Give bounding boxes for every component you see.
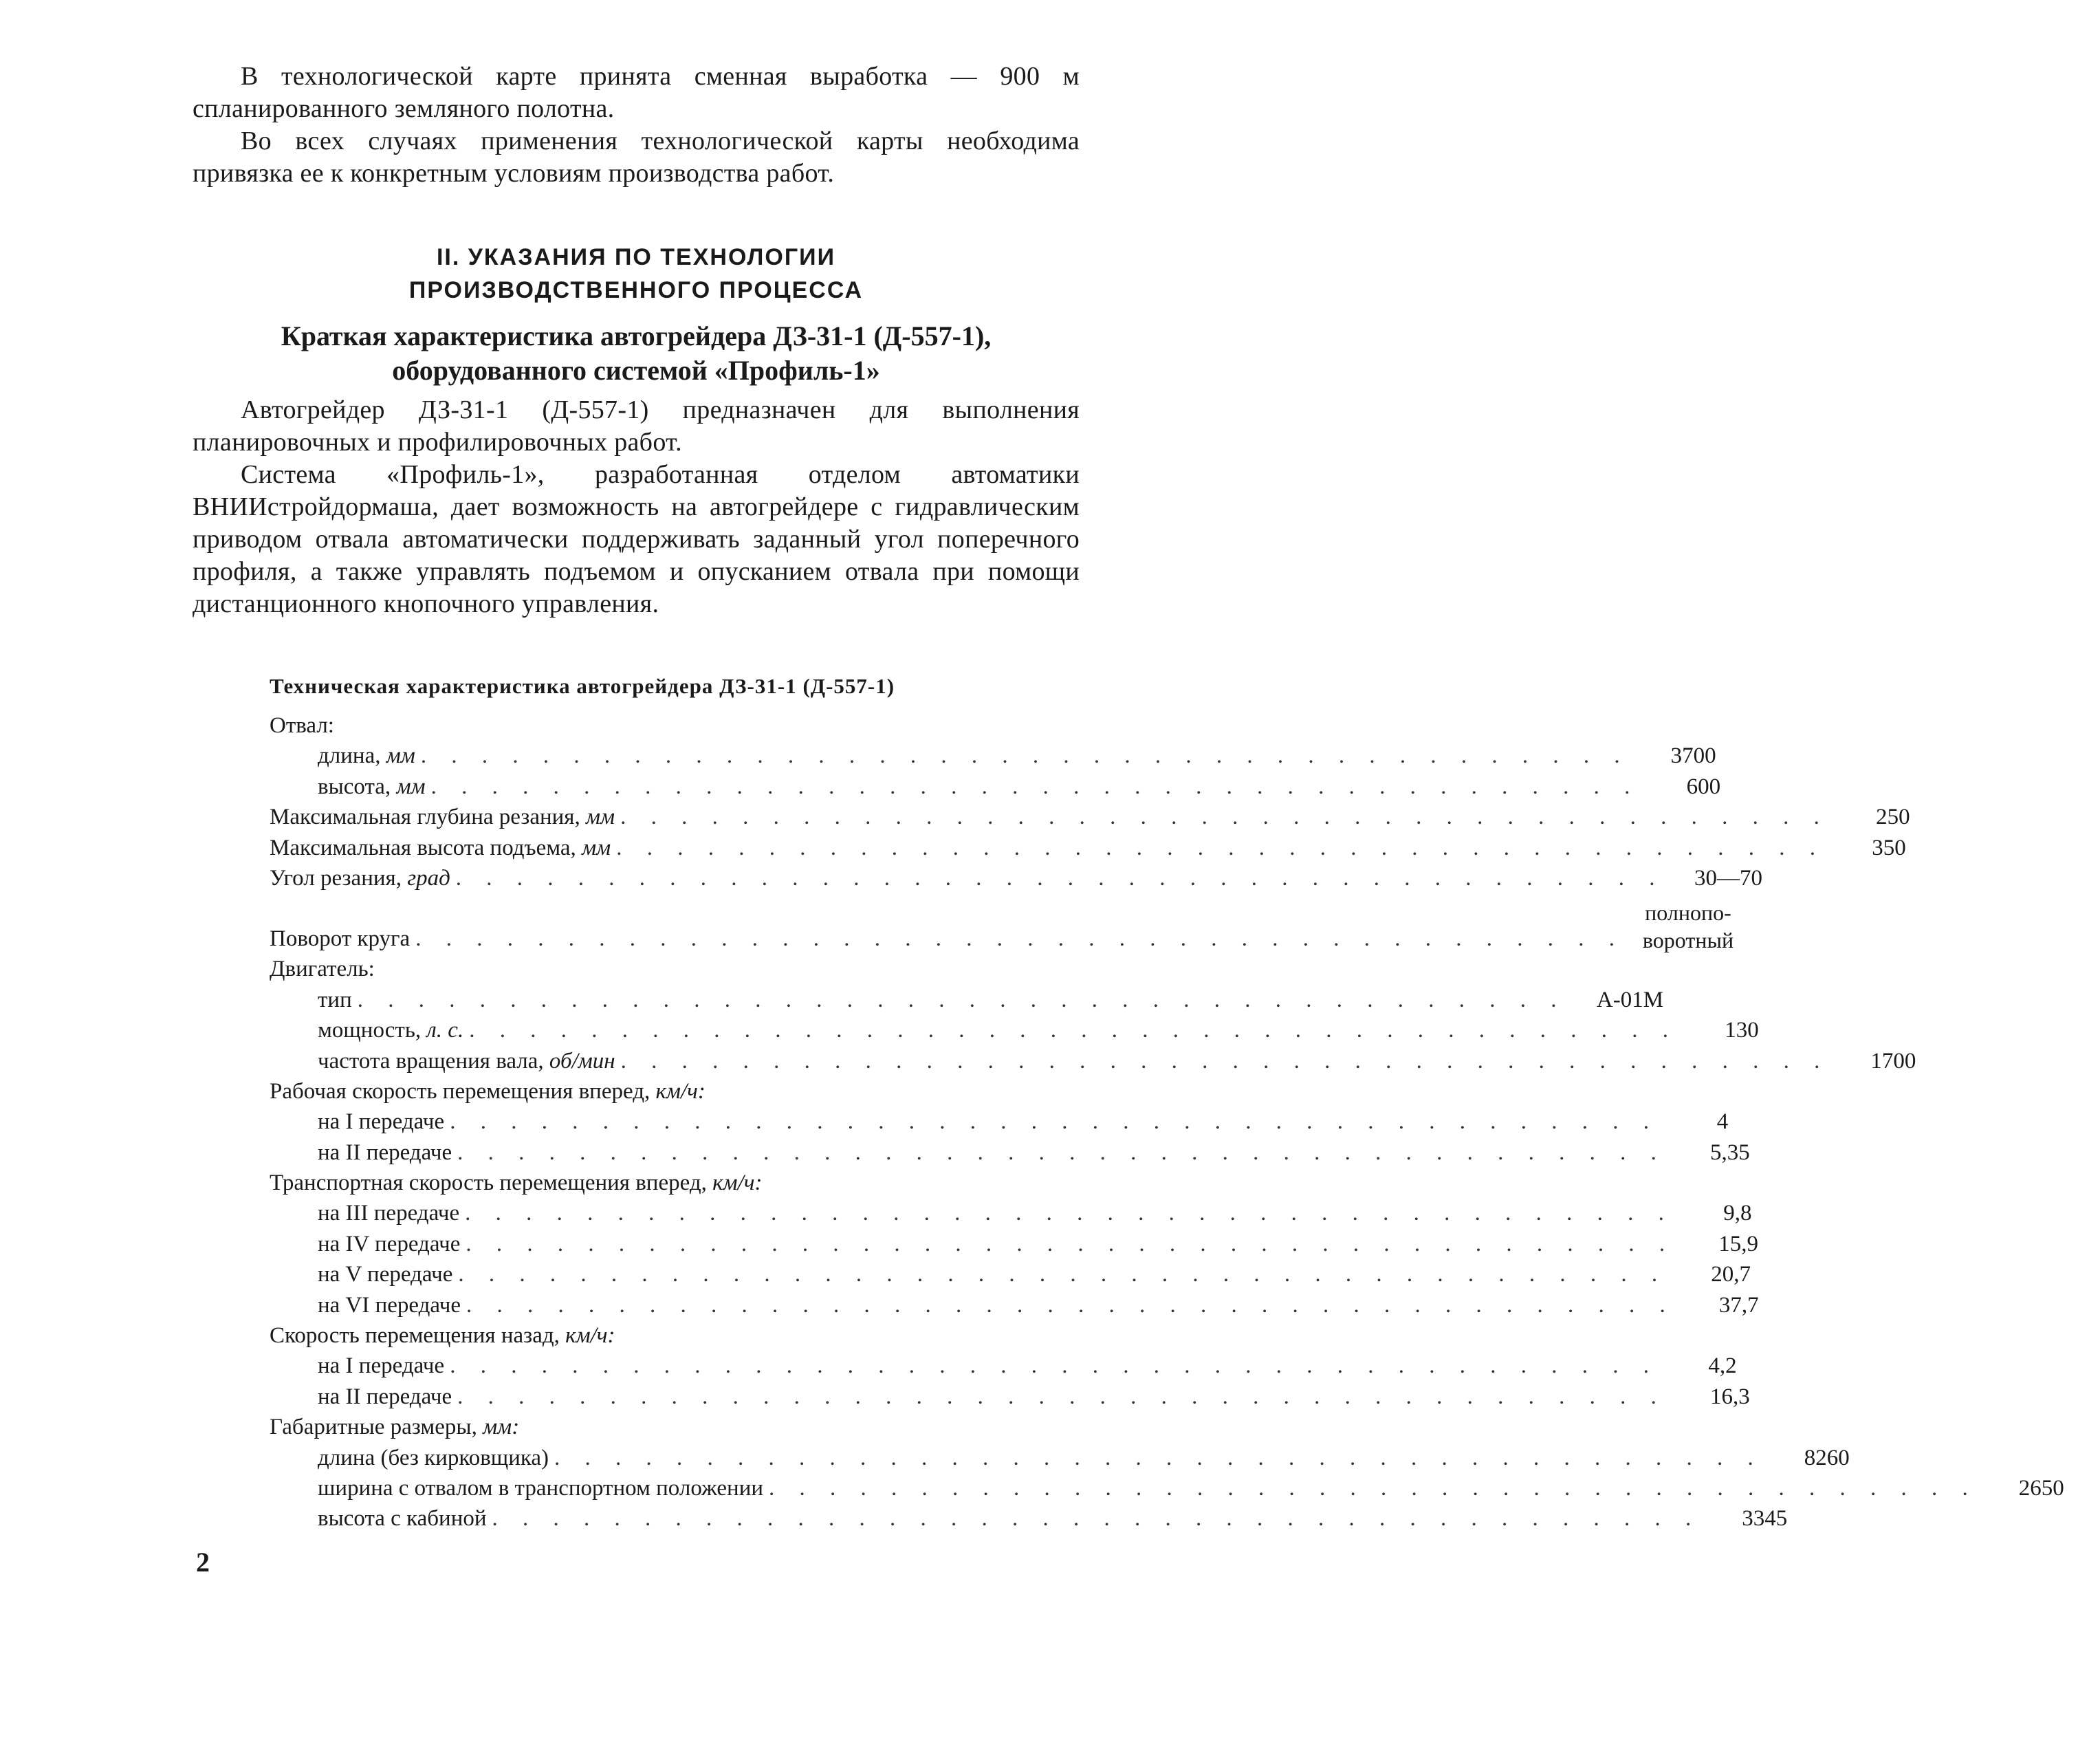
intro-paragraph-1: В технологической карте принята сменная выработка — 900 м спланированного земляного полотна. (193, 62, 1080, 123)
spec-row-label (318, 1107, 444, 1137)
spec-unit: об/мин (549, 1048, 615, 1074)
section-heading (193, 241, 1080, 307)
spec-row-label (270, 1412, 519, 1442)
spec-row (270, 1107, 1729, 1137)
spec-row (270, 1015, 1759, 1045)
spec-unit: мм (386, 743, 415, 769)
spec-row-label (318, 1015, 463, 1045)
spec-label-text: Максимальная высота подъема, (270, 835, 582, 860)
spec-label-text: на I передаче (318, 1353, 445, 1379)
spec-row-label (270, 833, 611, 863)
dot-leader: . . . . . . . . . . . . . . . . . . . . . . . . . . . . . . . . . . . . . . . . (769, 1475, 1978, 1501)
dot-leader: . . . . . . . . . . . . . . . . . . . . . . . . . . . . . . . . . . . . . . . . (455, 865, 1665, 891)
spec-label-text: высота, (318, 774, 397, 799)
spec-value: 250 (1876, 805, 1910, 830)
spec-label-text: на V передаче (318, 1262, 453, 1287)
section-heading-line-2: ПРОИЗВОДСТВЕННОГО ПРОЦЕССА (408, 277, 864, 303)
spec-row-label (318, 1046, 615, 1076)
spec-unit: мм: (483, 1415, 520, 1440)
spec-row-label (270, 924, 410, 954)
spec-row-label (318, 1259, 452, 1289)
dot-leader: . . . . . . . . . . . . . . . . . . . . . . . . . . . . . . . . . . . . . . . . (415, 926, 1624, 952)
subheading-line-1: Краткая характеристика автогрейдера ДЗ-31-1 (Д-557-1), (281, 320, 992, 351)
dot-leader: . . . . . . . . . . . . . . . . . . . . . . . . . . . . . . . . . . . . . . . . (457, 1384, 1666, 1409)
spec-unit: л. с. (426, 1018, 464, 1043)
spec-value: 5,35 (1710, 1140, 1750, 1165)
spec-value: 20,7 (1711, 1262, 1751, 1287)
spec-row-label (270, 1168, 763, 1198)
dot-leader: . . . . . . . . . . . . . . . . . . . . . . . . . . . . . . . . . . . . . . . . (458, 1262, 1667, 1287)
spec-row-label (270, 802, 615, 832)
spec-row (270, 1351, 1737, 1381)
spec-row (270, 1046, 1916, 1076)
spec-row-label (318, 1473, 763, 1503)
dot-leader: . . . . . . . . . . . . . . . . . . . . . . . . . . . . . . . . . . . . . . . . (466, 1231, 1675, 1256)
spec-value: А-01М (1596, 987, 1664, 1012)
spec-label-text: на I передаче (318, 1109, 445, 1135)
spec-row-label (318, 741, 415, 771)
spec-row (270, 1137, 1750, 1168)
subheading (193, 319, 1080, 388)
spec-value: 130 (1725, 1018, 1759, 1043)
spec-label-text: Габаритные размеры, (270, 1415, 483, 1440)
spec-label-text: длина, (318, 743, 386, 769)
dot-leader: . . . . . . . . . . . . . . . . . . . . . . . . . . . . . . . . . . . . . . . . (466, 1292, 1675, 1318)
spec-label-text: мощность, (318, 1018, 427, 1043)
dot-leader: . . . . . . . . . . . . . . . . . . . . . . . . . . . . . . . . . . . . . . . . (420, 743, 1630, 769)
dot-leader: . . . . . . . . . . . . . . . . . . . . . . . . . . . . . . . . . . . . . . . . (450, 1109, 1659, 1135)
spec-label-text: на VI передаче (318, 1292, 461, 1318)
spec-unit: мм (396, 774, 426, 799)
spec-row (270, 1229, 1759, 1259)
spec-row-label (318, 1198, 459, 1228)
spec-label-text: Двигатель: (270, 957, 375, 982)
spec-label-text: ширина с отвалом в транспортном положении (318, 1475, 764, 1501)
spec-row-label (270, 1076, 706, 1107)
dot-leader: . . . . . . . . . . . . . . . . . . . . . . . . . . . . . . . . . . . . . . . . (620, 1048, 1830, 1074)
spec-unit: мм (582, 835, 611, 860)
spec-row (270, 741, 1716, 771)
spec-row (270, 1198, 1752, 1228)
spec-label-text: Отвал: (270, 713, 334, 738)
subheading-line-2: оборудованного системой «Профиль-1» (392, 355, 880, 386)
dot-leader: . . . . . . . . . . . . . . . . . . . . . . . . . . . . . . . . . . . . . . . . (554, 1445, 1763, 1470)
spec-row (270, 802, 1910, 832)
body-paragraph-2: Система «Профиль-1», разработанная отделом автоматики ВНИИстройдормаша, дает возможность на автогрейдере с гидравлическим приводом отвала автоматически поддерживать заданный угол поперечного профиля, а также управлять подъемом и опусканием отвала при помощи дистанционного кнопочного управления. (193, 460, 1080, 618)
dot-leader: . . . . . . . . . . . . . . . . . . . . . . . . . . . . . . . . . . . . . . . . (357, 987, 1566, 1012)
spec-label-text: на IV передаче (318, 1231, 461, 1256)
spec-row-label (318, 1137, 452, 1168)
spec-row (270, 1076, 998, 1107)
spec-value: 16,3 (1710, 1384, 1750, 1409)
spec-row-label (318, 772, 426, 802)
spec-row (270, 954, 998, 984)
spec-value: 30—70 (1694, 865, 1763, 891)
spec-value: 9,8 (1723, 1201, 1752, 1226)
spec-label-text: Рабочая скорость перемещения вперед, (270, 1078, 656, 1104)
dot-leader: . . . . . . . . . . . . . . . . . . . . . . . . . . . . . . . . . . . . . . . . (469, 1018, 1678, 1043)
spec-row-label (318, 1382, 452, 1412)
spec-value-line-2: воротный (1642, 928, 1734, 953)
spec-value-line-1: полнопо- (1645, 900, 1731, 926)
spec-row-label (318, 1351, 444, 1381)
spec-label-text: тип (318, 987, 352, 1012)
dot-leader: . . . . . . . . . . . . . . . . . . . . . . . . . . . . . . . . . . . . . . . . (620, 805, 1829, 830)
spec-row (270, 1503, 1788, 1534)
dot-leader: . . . . . . . . . . . . . . . . . . . . . . . . . . . . . . . . . . . . . . . . (450, 1353, 1659, 1379)
spec-label-text: Угол резания, (270, 865, 408, 891)
spec-row-label (318, 1290, 461, 1320)
spec-value: 4,2 (1708, 1353, 1737, 1379)
spec-value: 15,9 (1718, 1231, 1759, 1256)
spec-row-label (270, 710, 334, 741)
spec-label-text: Максимальная глубина резания, (270, 805, 586, 830)
body-paragraph-1: Автогрейдер ДЗ-31-1 (Д-557-1) предназначен для выполнения планировочных и профилировочных работ. (193, 395, 1080, 457)
spec-value: 8260 (1804, 1445, 1850, 1470)
spec-value: 37,7 (1718, 1292, 1759, 1318)
spec-label-text: Транспортная скорость перемещения вперед, (270, 1170, 713, 1196)
spec-label-text: высота с кабиной (318, 1506, 487, 1532)
section-heading-line-1: II. УКАЗАНИЯ ПО ТЕХНОЛОГИИ (436, 244, 836, 270)
spec-row-label (270, 1320, 615, 1351)
spec-row (270, 833, 1906, 863)
spec-value: 1700 (1870, 1048, 1916, 1074)
dot-leader: . . . . . . . . . . . . . . . . . . . . . . . . . . . . . . . . . . . . . . . . (492, 1506, 1701, 1532)
spec-row-label (318, 1229, 460, 1259)
dot-leader: . . . . . . . . . . . . . . . . . . . . . . . . . . . . . . . . . . . . . . . . (457, 1140, 1666, 1165)
spec-value: 350 (1872, 835, 1906, 860)
spec-table-title: Техническая характеристика автогрейдера ДЗ-31-1 (Д-557-1) (270, 674, 895, 698)
spec-row (270, 1443, 1850, 1473)
spec-unit: км/ч: (565, 1323, 615, 1349)
spec-row-label (318, 1503, 487, 1534)
spec-row-label (270, 863, 450, 893)
spec-value (1630, 899, 1747, 954)
spec-value: 2650 (2018, 1475, 2064, 1501)
spec-label-text: на II передаче (318, 1140, 452, 1165)
spec-row (270, 772, 1721, 802)
spec-row-label (318, 985, 352, 1015)
spec-value: 600 (1686, 774, 1721, 799)
spec-label-text: частота вращения вала, (318, 1048, 549, 1074)
spec-unit: мм (586, 805, 615, 830)
spec-row (270, 893, 1734, 954)
spec-row (270, 985, 1664, 1015)
spec-table (270, 710, 2064, 1534)
spec-label-text: на III передаче (318, 1201, 460, 1226)
spec-row (270, 1473, 2064, 1503)
spec-label-text: длина (без кирковщика) (318, 1445, 549, 1470)
spec-row (270, 1382, 1750, 1412)
spec-row (270, 1412, 998, 1442)
spec-row-label (270, 954, 375, 984)
spec-value: 3700 (1670, 743, 1716, 769)
spec-unit: км/ч: (655, 1078, 706, 1104)
spec-row (270, 1168, 998, 1198)
page-number: 2 (196, 1547, 210, 1578)
dot-leader: . . . . . . . . . . . . . . . . . . . . . . . . . . . . . . . . . . . . . . . . (616, 835, 1825, 860)
spec-label-text: на II передаче (318, 1384, 452, 1409)
spec-row (270, 1290, 1759, 1320)
spec-value: 4 (1716, 1109, 1729, 1135)
spec-row (270, 863, 1763, 893)
spec-value: 3345 (1742, 1506, 1788, 1532)
spec-label-text: Поворот круга (270, 926, 411, 952)
spec-unit: град (407, 865, 450, 891)
intro-paragraph-2: Во всех случаях применения технологической карты необходима привязка ее к конкретным условиям производства работ. (193, 127, 1080, 188)
dot-leader: . . . . . . . . . . . . . . . . . . . . . . . . . . . . . . . . . . . . . . . . (465, 1201, 1674, 1226)
spec-row-label (318, 1443, 549, 1473)
dot-leader: . . . . . . . . . . . . . . . . . . . . . . . . . . . . . . . . . . . . . . . . (430, 774, 1640, 799)
spec-label-text: Скорость перемещения назад, (270, 1323, 566, 1349)
spec-row (270, 1259, 1751, 1289)
spec-row (270, 1320, 998, 1351)
spec-unit: км/ч: (712, 1170, 763, 1196)
spec-row (270, 710, 998, 741)
